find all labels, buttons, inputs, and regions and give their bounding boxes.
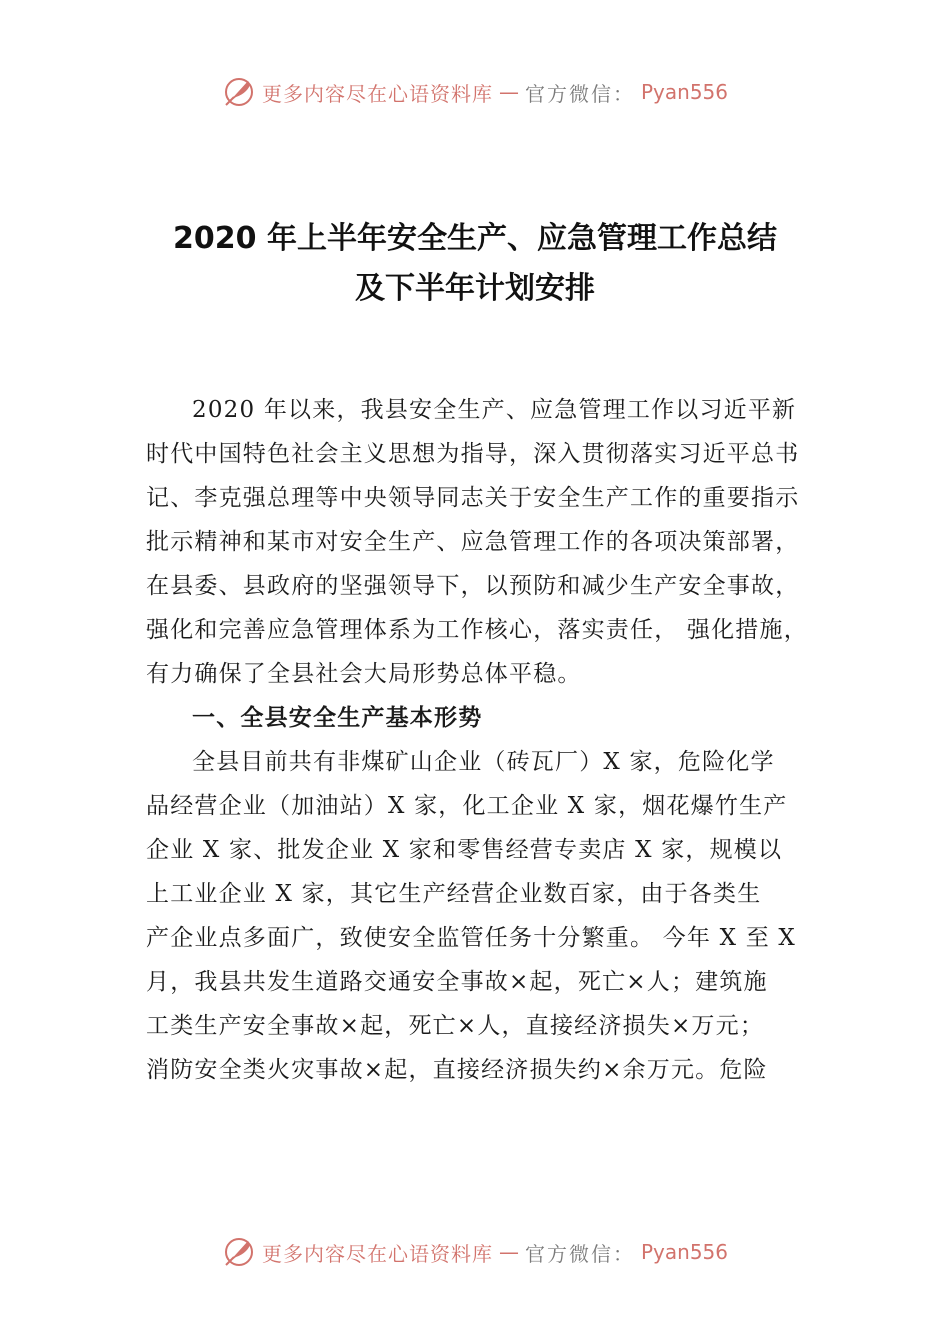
- paragraph-1-line: 有力确保了全县社会大局形势总体平稳。: [146, 661, 582, 687]
- banner-wechat-label: 官方微信：: [524, 1241, 635, 1266]
- paragraph-1-line: 记、李克强总理等中央领导同志关于安全生产工作的重要指示: [146, 485, 800, 511]
- paragraph-2-line: 工类生产安全事故×起，死亡×人，直接经济损失×万元；: [146, 1013, 765, 1039]
- title-line-2: 及下半年计划安排: [355, 271, 595, 306]
- title-line-1: 2020 年上半年安全生产、应急管理工作总结: [173, 221, 777, 256]
- paragraph-2-line: 企业 X 家、批发企业 X 家和零售经营专卖店 X 家，规模以: [146, 837, 783, 863]
- section-1-heading: 一、全县安全生产基本形势: [192, 705, 483, 731]
- banner-separator: —: [498, 80, 519, 104]
- banner-text: 更多内容尽在心语资料库: [261, 81, 493, 106]
- banner-text: 更多内容尽在心语资料库: [261, 1241, 493, 1266]
- paragraph-2-line: 品经营企业（加油站）X 家，化工企业 X 家，烟花爆竹生产: [146, 793, 788, 819]
- paragraph-1-line: 批示精神和某市对安全生产、应急管理工作的各项决策部署，: [146, 529, 800, 555]
- quill-logo-icon: [222, 75, 256, 109]
- document-body: [146, 388, 818, 1092]
- quill-logo-icon: [222, 1235, 256, 1269]
- footer-banner: [0, 1232, 950, 1272]
- paragraph-2-line: 消防安全类火灾事故×起，直接经济损失约×余万元。危险: [146, 1057, 768, 1083]
- header-banner: [0, 72, 950, 112]
- paragraph-1-line: 时代中国特色社会主义思想为指导，深入贯彻落实习近平总书: [146, 441, 800, 467]
- paragraph-2-line: 产企业点多面广，致使安全监管任务十分繁重。 今年 X 至 X: [146, 925, 796, 951]
- document-title: [100, 214, 850, 314]
- banner-wechat-id: Pyan556: [640, 1240, 728, 1264]
- paragraph-2-line: 月，我县共发生道路交通安全事故×起，死亡×人；建筑施: [146, 969, 768, 995]
- paragraph-2-line: 全县目前共有非煤矿山企业（砖瓦厂）X 家，危险化学: [192, 749, 775, 775]
- banner-separator: —: [498, 1240, 519, 1264]
- banner-wechat-label: 官方微信：: [524, 81, 635, 106]
- paragraph-1-line: 强化和完善应急管理体系为工作核心，落实责任， 强化措施，: [146, 617, 808, 643]
- paragraph-2-line: 上工业企业 X 家，其它生产经营企业数百家，由于各类生: [146, 881, 762, 907]
- paragraph-1-line: 在县委、县政府的坚强领导下，以预防和减少生产安全事故，: [146, 573, 800, 599]
- banner-wechat-id: Pyan556: [640, 80, 728, 104]
- paragraph-1-line: 2020 年以来，我县安全生产、应急管理工作以习近平新: [192, 397, 797, 423]
